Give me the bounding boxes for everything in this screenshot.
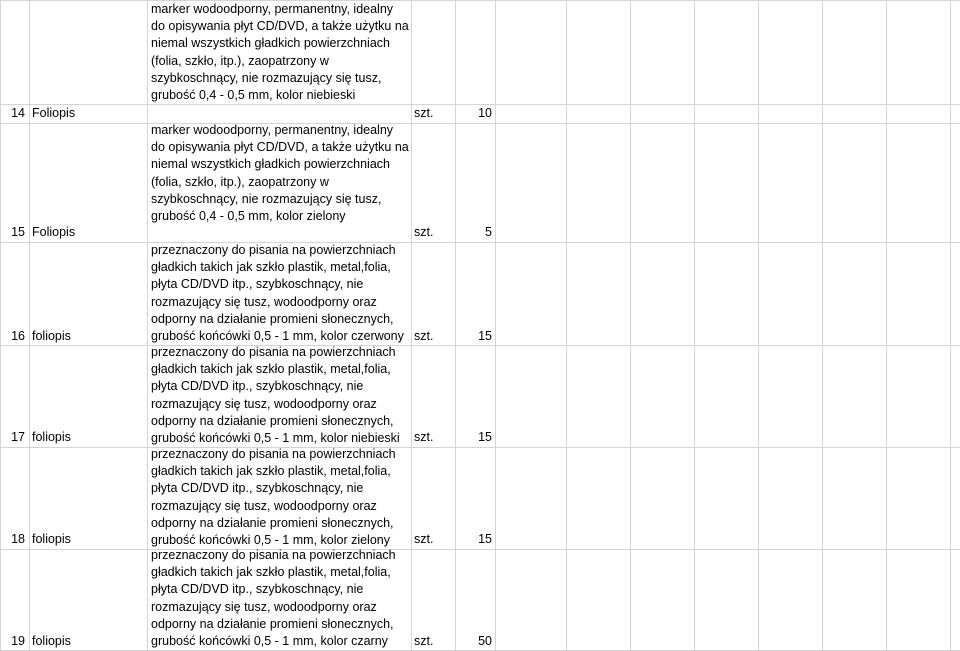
unit-cell: szt. (414, 430, 434, 444)
description-line: grubość 0,4 - 0,5 mm, kolor niebieski (151, 87, 356, 102)
description-line: płyta CD/DVD itp., szybkoschnący, nie (151, 379, 364, 394)
description-cell (151, 547, 396, 650)
description-line: grubość końcówki 0,5 - 1 mm, kolor zielony (151, 532, 390, 547)
grid-col-line (822, 0, 823, 651)
row-number: 14 (11, 106, 25, 120)
quantity-cell: 10 (478, 106, 492, 120)
unit-cell: szt. (414, 532, 434, 546)
description-line: grubość końcówki 0,5 - 1 mm, kolor czarny (151, 633, 388, 648)
description-line: gładkich takich jak szkło plastik, metal,folia, (151, 362, 391, 377)
grid-col-line (495, 0, 496, 651)
description-line: płyta CD/DVD itp., szybkoschnący, nie (151, 277, 364, 292)
description-line: odporny na działanie promieni słonecznych, (151, 311, 394, 326)
grid-col-line (411, 0, 412, 651)
grid-row-line (0, 345, 960, 346)
description-line: szybkoschnący, nie rozmazujący się tusz, (151, 191, 382, 206)
description-line: przeznaczony do pisania na powierzchniach (151, 243, 396, 257)
description-line: gładkich takich jak szkło plastik, metal,folia, (151, 565, 391, 580)
row-number: 19 (11, 634, 25, 648)
quantity-cell: 15 (478, 532, 492, 546)
description-line: przeznaczony do pisania na powierzchniach (151, 548, 396, 562)
description-line: do opisywania płyt CD/DVD, a także użytku na (151, 19, 409, 34)
description-line: rozmazujący się tusz, wodoodporny oraz (151, 599, 377, 614)
description-line: rozmazujący się tusz, wodoodporny oraz (151, 498, 377, 513)
grid-row-line (0, 447, 960, 448)
description-line: (folia, szkło, itp.), zaopatrzony w (151, 174, 329, 189)
row-number: 15 (11, 225, 25, 239)
grid-col-line (758, 0, 759, 651)
row-number: 16 (11, 329, 25, 343)
grid-row-line (0, 549, 960, 550)
grid-row-line (0, 242, 960, 243)
description-line: marker wodoodporny, permanentny, idealny (151, 2, 394, 16)
row-number: 17 (11, 430, 25, 444)
description-cell (151, 242, 404, 345)
description-line: do opisywania płyt CD/DVD, a także użytku na (151, 140, 409, 155)
description-line: grubość 0,4 - 0,5 mm, kolor zielony (151, 208, 346, 223)
product-name: Foliopis (32, 106, 76, 120)
description-line: przeznaczony do pisania na powierzchniach (151, 345, 396, 359)
product-name: foliopis (32, 634, 71, 648)
description-line: gładkich takich jak szkło plastik, metal,folia, (151, 464, 391, 479)
description-line: rozmazujący się tusz, wodoodporny oraz (151, 294, 377, 309)
description-line: marker wodoodporny, permanentny, idealny (151, 123, 394, 137)
description-line: grubość końcówki 0,5 - 1 mm, kolor czerwony (151, 328, 404, 343)
unit-cell: szt. (414, 225, 434, 239)
grid-col-line (886, 0, 887, 651)
description-line: gładkich takich jak szkło plastik, metal,folia, (151, 260, 391, 275)
row-number: 18 (11, 532, 25, 546)
description-line: płyta CD/DVD itp., szybkoschnący, nie (151, 481, 364, 496)
table-row (151, 1, 409, 104)
grid-col-line (630, 0, 631, 651)
grid-col-line (566, 0, 567, 651)
unit-cell: szt. (414, 329, 434, 343)
quantity-cell: 15 (478, 329, 492, 343)
unit-cell: szt. (414, 106, 434, 120)
grid-row-line (0, 123, 960, 124)
grid-col-line (694, 0, 695, 651)
quantity-cell: 50 (478, 634, 492, 648)
description-line: przeznaczony do pisania na powierzchniach (151, 447, 396, 461)
quantity-cell: 15 (478, 430, 492, 444)
grid-row-line (0, 0, 960, 1)
description-line: płyta CD/DVD itp., szybkoschnący, nie (151, 582, 364, 597)
description-cell (151, 122, 409, 225)
description-line: odporny na działanie promieni słonecznych, (151, 515, 394, 530)
description-line: rozmazujący się tusz, wodoodporny oraz (151, 396, 377, 411)
description-line: odporny na działanie promieni słonecznych, (151, 616, 394, 631)
description-line: (folia, szkło, itp.), zaopatrzony w (151, 53, 329, 68)
description-line: szybkoschnący, nie rozmazujący się tusz, (151, 70, 382, 85)
description-cell (151, 446, 396, 549)
unit-cell: szt. (414, 634, 434, 648)
grid-col-line (29, 0, 30, 651)
product-name: Foliopis (32, 225, 76, 239)
product-name: foliopis (32, 430, 71, 444)
grid-col-line (0, 0, 1, 651)
grid-col-line (950, 0, 951, 651)
description-cell (151, 344, 400, 447)
description-line: grubość końcówki 0,5 - 1 mm, kolor niebieski (151, 430, 400, 445)
grid-col-line (147, 0, 148, 651)
grid-col-line (455, 0, 456, 651)
description-line: niemal wszystkich gładkich powierzchniach (151, 157, 390, 172)
product-name: foliopis (32, 532, 71, 546)
description-line: odporny na działanie promieni słonecznych, (151, 413, 394, 428)
product-name: foliopis (32, 329, 71, 343)
description-line: niemal wszystkich gładkich powierzchniach (151, 36, 390, 51)
quantity-cell: 5 (485, 225, 492, 239)
